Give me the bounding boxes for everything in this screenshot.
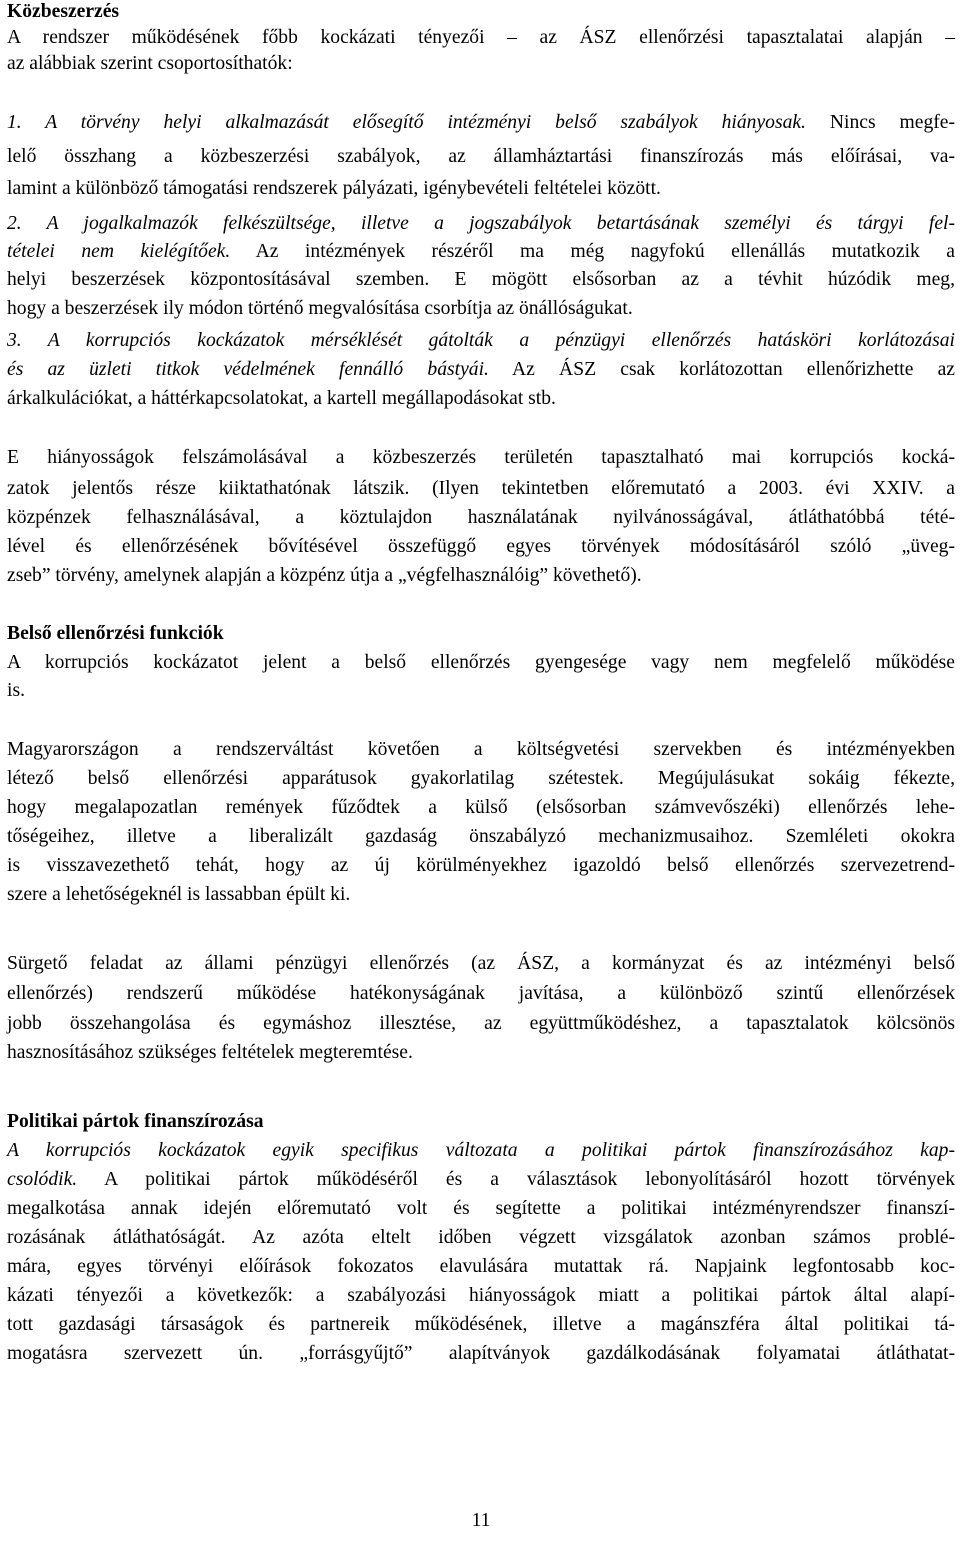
list-item-3-line bbox=[7, 358, 955, 382]
paragraph-line: Magyarországon a rendszerváltást követően a költségvetési szervekben és intézményekben bbox=[7, 739, 955, 760]
paragraph-line: az alábbiak szerint csoportosíthatók: bbox=[7, 53, 293, 74]
paragraph-line: is visszavezethető tehát, hogy az új körülményekhez igazoldó belső ellenőrzés szervezetrend- bbox=[7, 855, 955, 876]
paragraph-line bbox=[7, 1168, 955, 1192]
paragraph-line: Sürgető feladat az állami pénzügyi ellenőrzés (az ÁSZ, a kormányzat és az intézményi belső bbox=[7, 953, 955, 974]
paragraph-line: A rendszer működésének főbb kockázati tényezői – az ÁSZ ellenőrzési tapasztalatai alapján – bbox=[7, 27, 955, 48]
paragraph-line: közpénzek felhasználásával, a köztulajdon használatának nyilvánosságával, átláthatóbbá tété- bbox=[7, 507, 955, 528]
list-item-2-line: helyi beszerzések központosításával szemben. E mögött elsősorban az a tévhit húzódik meg, bbox=[7, 269, 955, 290]
normal-text: Nincs megfe- bbox=[805, 112, 955, 133]
paragraph-line: is. bbox=[7, 680, 25, 701]
list-item-1-line bbox=[7, 111, 955, 135]
paragraph-line: ellenőrzés) rendszerű működése hatékonyságának javítása, a különböző szintű ellenőrzések bbox=[7, 983, 955, 1004]
list-item-3-line: árkalkulációkat, a háttérkapcsolatokat, a kartell megállapodásokat stb. bbox=[7, 388, 556, 409]
paragraph-line: zatok jelentős része kiiktathatónak látszik. (Ilyen tekintetben előremutató a 2003. évi XXIV. a bbox=[7, 478, 955, 499]
paragraph-line: hasznosításához szükséges feltételek megteremtése. bbox=[7, 1042, 413, 1063]
normal-text: Az ÁSZ csak korlátozottan ellenőrizhette az bbox=[488, 359, 955, 380]
paragraph-line: szere a lehetőségeknél is lassabban épült ki. bbox=[7, 884, 351, 905]
list-item-1-line: lamint a különböző támogatási rendszerek pályázati, igénybevételi feltételei között. bbox=[7, 178, 661, 199]
section-title-belso: Belső ellenőrzési funkciók bbox=[7, 623, 224, 644]
list-item-2-line: hogy a beszerzések ily módon történő megvalósítása csorbítja az önállóságukat. bbox=[7, 298, 633, 319]
paragraph-line: kázati tényezői a következők: a szabályozási hiányosságok miatt a politikai pártok által alapí- bbox=[7, 1285, 955, 1306]
list-item-3-line: 3. A korrupciós kockázatok mérséklését gátolták a pénzügyi ellenőrzés hatásköri korlátozásai bbox=[7, 330, 955, 351]
list-item-1-line: lelő összhang a közbeszerzési szabályok, az államháztartási finanszírozás más előírásai, va- bbox=[7, 146, 955, 167]
paragraph-line: tott gazdasági társaságok és partnereik működésének, illetve a magánszféra által politikai tá- bbox=[7, 1314, 955, 1335]
page-number: 11 bbox=[471, 1510, 491, 1531]
italic-text: és az üzleti titkok védelmének fennálló bástyái. bbox=[7, 359, 489, 380]
paragraph-line: jobb összehangolása és egymáshoz illesztése, az együttműködéshez, a tapasztalatok kölcsönös bbox=[7, 1013, 955, 1034]
list-item-2-line bbox=[7, 240, 955, 264]
paragraph-line: létező belső ellenőrzési apparátusok gyakorlatilag szétestek. Megújulásukat sokáig fékezte, bbox=[7, 768, 955, 789]
paragraph-line: lével és ellenőrzésének bővítésével összefüggő egyes törvények módosításáról szóló „üveg- bbox=[7, 536, 955, 557]
normal-text: Az intézmények részéről ma még nagyfokú ellenállás mutatkozik a bbox=[230, 241, 955, 262]
paragraph-line: tőségeihez, illetve a liberalizált gazdaság önszabályzó mechanizmusaihoz. Szemléleti okokra bbox=[7, 826, 955, 847]
paragraph-line: A korrupciós kockázatok egyik specifikus változata a politikai pártok finanszírozásához kap- bbox=[7, 1140, 955, 1161]
paragraph-line: mára, egyes törvényi előírások fokozatos elavulására mutattak rá. Napjaink legfontosabb koc- bbox=[7, 1256, 955, 1277]
paragraph-line: A korrupciós kockázatot jelent a belső ellenőrzés gyengesége vagy nem megfelelő működése bbox=[7, 652, 955, 673]
paragraph-line: zseb” törvény, amelynek alapján a közpénz útja a „végfelhasználóig” követhető). bbox=[7, 565, 642, 586]
normal-text: A politikai pártok működéséről és a választások lebonyolításáról hozott törvények bbox=[77, 1169, 955, 1190]
paragraph-line: hogy megalapozatlan remények fűződtek a külső (elsősorban számvevőszéki) ellenőrzés lehe- bbox=[7, 797, 955, 818]
italic-text: 1. A törvény helyi alkalmazását elősegítő intézményi belső szabályok hiányosak. bbox=[7, 112, 806, 133]
paragraph-line: megalkotása annak idején előremutató volt és segítette a politikai intézményrendszer finanszí- bbox=[7, 1198, 955, 1219]
section-title-partok: Politikai pártok finanszírozása bbox=[7, 1111, 264, 1132]
italic-text: tételei nem kielégítőek. bbox=[7, 241, 231, 262]
list-item-2-line: 2. A jogalkalmazók felkészültsége, illetve a jogszabályok betartásának személyi és tárgyi fel- bbox=[7, 213, 955, 234]
paragraph-line: rozásának átláthatóságát. Az azóta eltelt időben végzett vizsgálatok azonban számos problé- bbox=[7, 1227, 955, 1248]
paragraph-line: mogatásra szervezett ún. „forrásgyűjtő” alapítványok gazdálkodásának folyamatai átláthatat- bbox=[7, 1343, 955, 1364]
italic-text: csolódik. bbox=[7, 1169, 78, 1190]
section-title-kozbeszerzes: Közbeszerzés bbox=[7, 1, 120, 22]
paragraph-line: E hiányosságok felszámolásával a közbeszerzés területén tapasztalható mai korrupciós kocká- bbox=[7, 447, 955, 468]
